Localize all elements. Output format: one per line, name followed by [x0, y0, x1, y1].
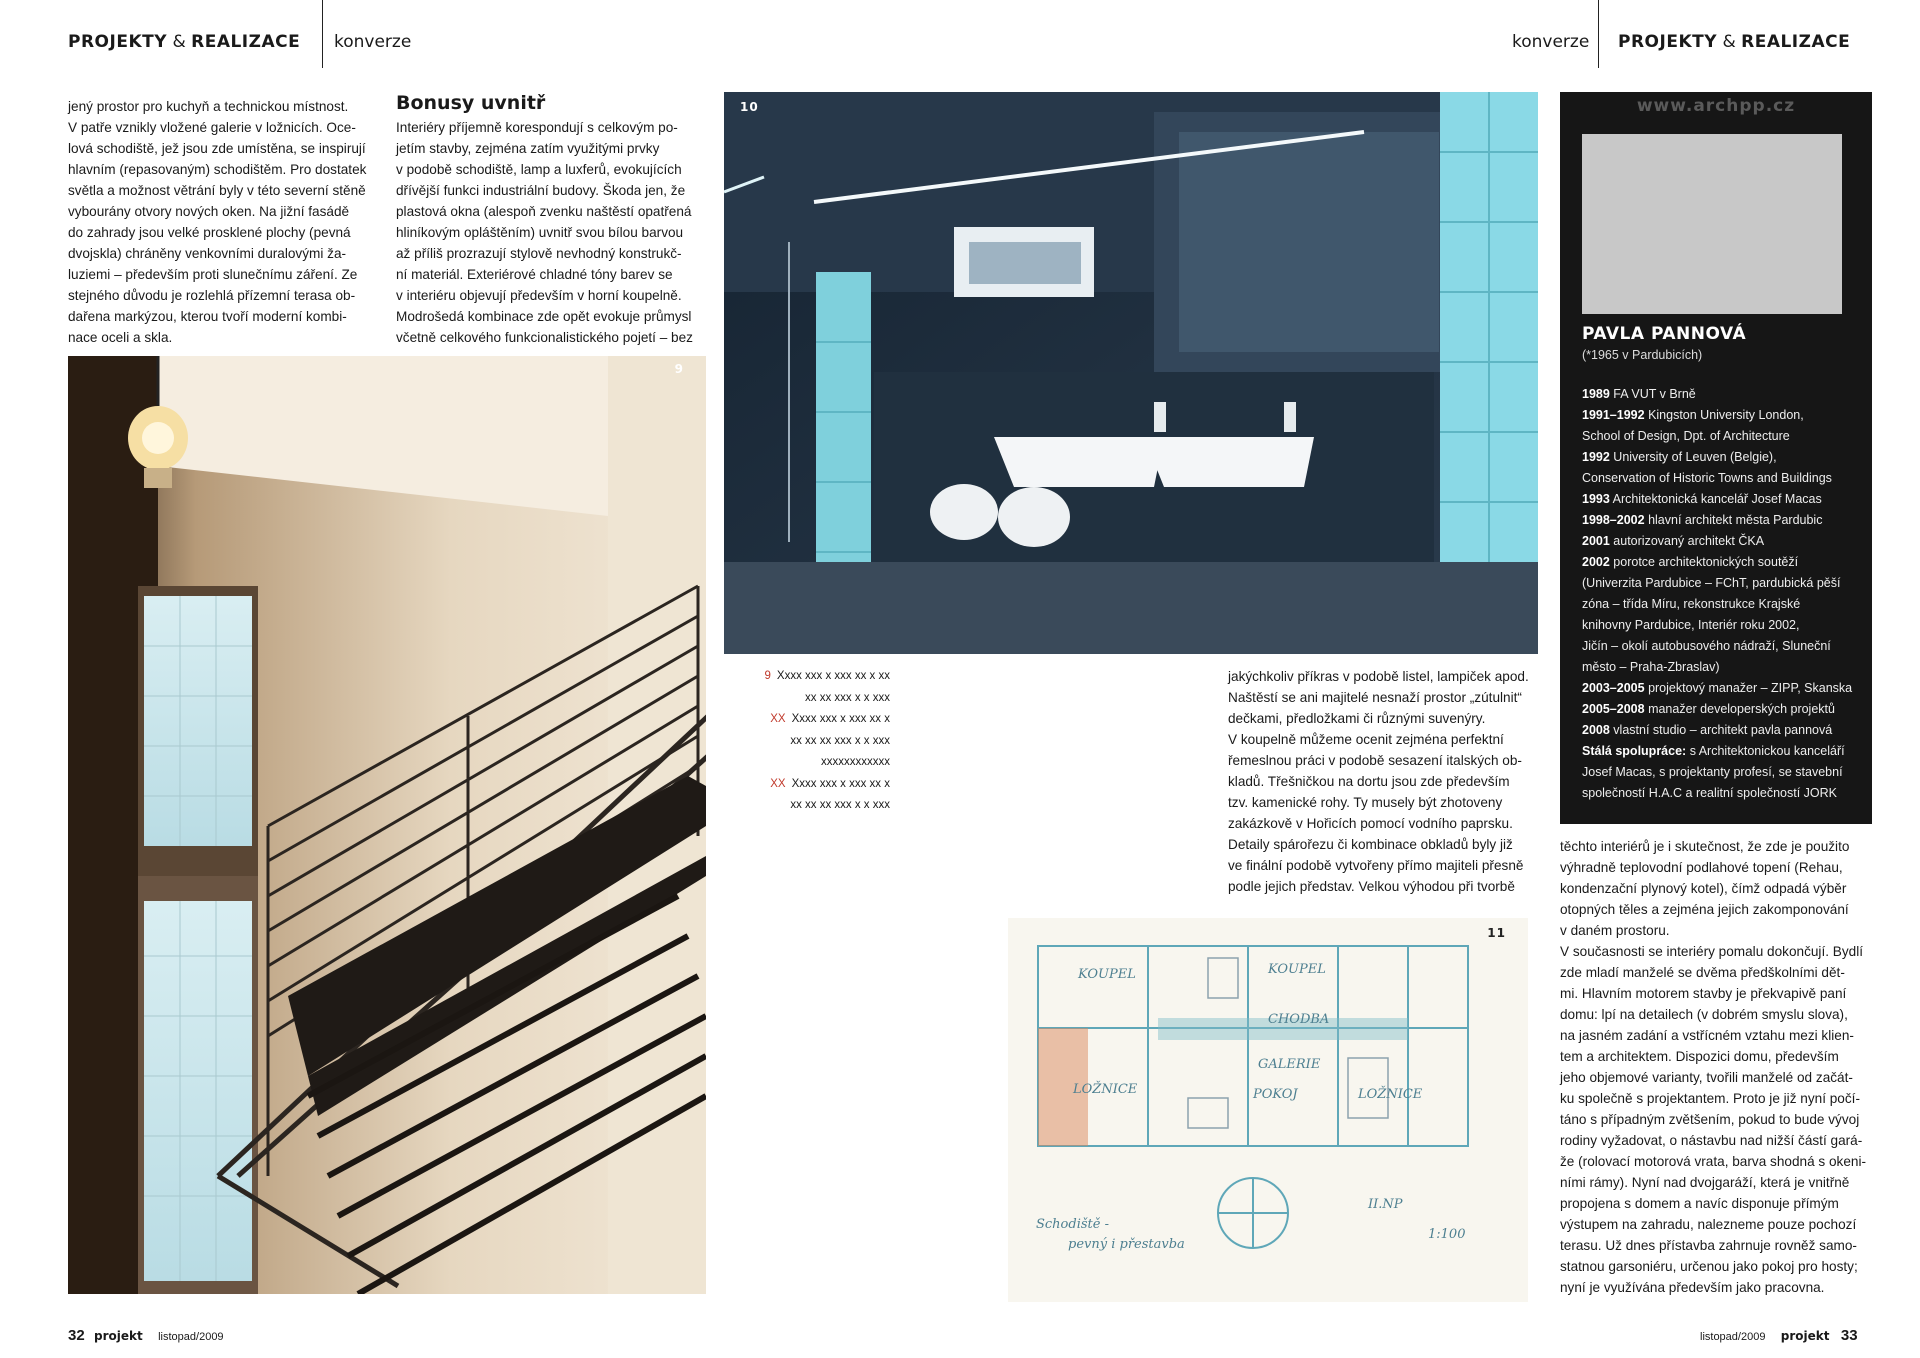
article-column-1 [68, 96, 378, 348]
article-column-4 [1228, 666, 1538, 897]
caption-number: 9 [764, 670, 771, 682]
text-line: Interiéry příjemně korespondují s celkovým po- [396, 120, 678, 135]
text-line: statnou garsoniéru, určenou jako pokoj pro hosty; [1560, 1259, 1858, 1274]
caption-line [740, 666, 890, 688]
career-year: 1991–1992 [1582, 408, 1645, 422]
career-year: 1992 [1582, 450, 1610, 464]
career-text: Kingston University London, [1648, 408, 1804, 422]
figure-number-9: 9 [674, 362, 684, 376]
career-entry [1582, 552, 1866, 573]
architect-name: PAVLA PANNOVÁ [1582, 324, 1747, 344]
career-list [1582, 384, 1866, 804]
career-entry [1582, 783, 1866, 804]
svg-text:pevný i přestavba: pevný i přestavba [1068, 1237, 1185, 1252]
career-text: hlavní architekt města Pardubic [1648, 513, 1823, 527]
text-line: dvojskla) chráněny venkovními duralovými ža- [68, 246, 347, 261]
career-text: (Univerzita Pardubice – FChT, pardubická pěší [1582, 576, 1841, 590]
career-entry [1582, 447, 1866, 468]
text-line: lová schodiště, jež jsou zde umístěna, se inspirují [68, 141, 366, 156]
caption-text: xx xx xxx x x xxx [805, 691, 890, 704]
article-column-5 [1560, 836, 1872, 1298]
career-text: zóna – třída Míru, rekonstrukce Krajské [1582, 597, 1801, 611]
svg-text:KOUPEL: KOUPEL [1078, 967, 1136, 982]
svg-text:GALERIE: GALERIE [1258, 1057, 1321, 1072]
footer-left [68, 1327, 224, 1344]
career-year: 1998–2002 [1582, 513, 1645, 527]
section-label-2: REALIZACE [191, 32, 301, 52]
career-entry [1582, 531, 1866, 552]
text-line: rodiny vyžadovat, o nástavbu nad nižší částí gará- [1560, 1133, 1863, 1148]
text-line: ku společně s projektantem. Proto je již nyní počí- [1560, 1091, 1860, 1106]
career-year: Stálá spolupráce: [1582, 744, 1687, 758]
text-line: tzv. kamenické rohy. Ty musely být zhotoveny [1228, 795, 1503, 810]
floor-plan-sketch [1008, 918, 1528, 1302]
article-column-2 [396, 117, 706, 348]
text-line: dřívější funkci industriální budovy. Škoda jen, že [396, 183, 686, 198]
career-entry [1582, 657, 1866, 678]
caption-text: xx xx xx xxx x x xxx [790, 734, 890, 747]
caption-line [740, 795, 890, 817]
text-line: ními rámy). Nyní nad dvojgaráží, která je vnitřně [1560, 1175, 1850, 1190]
text-line: v daném prostoru. [1560, 923, 1670, 938]
text-line: ní materiál. Exteriérové chladné tóny barev se [396, 267, 673, 282]
text-line: kondenzační plynový kotel), čímž odpadá výběr [1560, 881, 1847, 896]
magazine-brand: projekt [1780, 1329, 1830, 1343]
header-sub-right: konverze [1512, 32, 1590, 52]
figure-captions [740, 666, 890, 817]
architect-bio-box [1560, 92, 1872, 824]
career-text: porotce architektonických soutěží [1613, 555, 1799, 569]
section-label-2: REALIZACE [1741, 32, 1851, 52]
career-entry [1582, 762, 1866, 783]
caption-line [740, 731, 890, 753]
issue-date: listopad/2009 [158, 1331, 224, 1343]
text-line: táno s případným zvětšením, pokud to bude vývoj [1560, 1112, 1860, 1127]
text-line: řemeslnou práci v podobě sesazení italských ob- [1228, 753, 1522, 768]
caption-text: Xxxx xxx x xxx xx x xx [776, 670, 890, 682]
text-line: jakýchkoliv příkras v podobě listel, lampiček apod. [1228, 669, 1529, 684]
text-line: hliníkovým opláštěním) uvnitř svou bílou barvou [396, 225, 684, 240]
text-line: propojena s domem a navíc disponuje přímým [1560, 1196, 1839, 1211]
career-entry [1582, 741, 1866, 762]
text-line: jeho objemové varianty, tvořili manželé od začát- [1560, 1070, 1853, 1085]
magazine-brand: projekt [94, 1329, 143, 1343]
floor-plan-illustration [1008, 918, 1528, 1302]
birth-info: (*1965 v Pardubicích) [1582, 348, 1703, 362]
text-line: na jasném zadání a vstřícném vztahu mezi klien- [1560, 1028, 1854, 1043]
text-line: hlavním (repasovaným) schodištěm. Pro dostatek [68, 162, 367, 177]
career-entry [1582, 405, 1866, 426]
svg-text:1:100: 1:100 [1428, 1227, 1466, 1242]
career-entry [1582, 573, 1866, 594]
text-line: zakázkově v Hořicích pomocí vodního paprsku. [1228, 816, 1513, 831]
career-entry [1582, 468, 1866, 489]
text-line: jetím stavby, zejména zatím využitými prvky [396, 141, 660, 156]
svg-text:LOŽNICE: LOŽNICE [1358, 1087, 1423, 1102]
career-text: Conservation of Historic Towns and Buildings [1582, 471, 1832, 485]
text-line: světla a možnost větrání byly v této severní stěně [68, 183, 366, 198]
career-entry [1582, 426, 1866, 447]
caption-line [740, 709, 890, 731]
staircase-photo [68, 356, 706, 1294]
caption-line [740, 688, 890, 710]
header-divider-right [1598, 0, 1599, 68]
svg-text:LOŽNICE: LOŽNICE [1073, 1082, 1138, 1097]
text-line: podle jejich představ. Velkou výhodou při tvorbě [1228, 879, 1515, 894]
text-line: v podobě schodiště, lamp a luxferů, evokujících [396, 162, 682, 177]
career-text: Josef Macas, s projektanty profesí, se stavební [1582, 765, 1843, 779]
website-url: www.archpp.cz [1636, 96, 1796, 116]
svg-text:Schodiště -: Schodiště - [1036, 1217, 1109, 1232]
text-line: terasu. Už dnes přístavba zahrnuje rovněž samo- [1560, 1238, 1857, 1253]
caption-text: xx xx xx xxx x x xxx [790, 799, 890, 811]
career-entry [1582, 594, 1866, 615]
text-line: dařena markýzou, kterou tvoří moderní kombi- [68, 309, 347, 324]
text-line: ve finální podobě vytvořeny přímo majiteli přesně [1228, 858, 1524, 873]
text-line: do zahrady jsou velké prosklené plochy (pevná [68, 225, 351, 240]
text-line: vybourány otvory nových oken. Na jižní fasádě [68, 204, 350, 219]
bathroom-photo [724, 92, 1538, 654]
text-line: Modrošedá kombinace zde opět evokuje průmysl [396, 309, 692, 324]
text-line: Naštěstí se ani majitelé nesnaží prostor „zútulnit“ [1228, 690, 1522, 705]
caption-number: XX [770, 713, 786, 725]
text-line: V koupelně můžeme ocenit zejména perfektní [1228, 732, 1504, 747]
career-text: společností H.A.C a realitní společností JORK [1582, 786, 1837, 800]
career-year: 1989 [1582, 387, 1610, 401]
text-line: nace oceli a skla. [68, 330, 173, 345]
header-left [68, 32, 300, 52]
career-year: 2001 [1582, 534, 1610, 548]
caption-text: xxxxxxxxxxxx [821, 756, 890, 768]
svg-text:KOUPEL: KOUPEL [1268, 962, 1326, 977]
text-line: že (rolovací motorová vrata, barva shodná s okeni- [1560, 1154, 1867, 1169]
career-text: University of Leuven (Belgie), [1613, 450, 1777, 464]
career-entry [1582, 720, 1866, 741]
career-text: autorizovaný architekt ČKA [1613, 534, 1765, 548]
svg-text:POKOJ: POKOJ [1253, 1087, 1298, 1102]
text-line: V současnosti se interiéry pomalu dokončují. Bydlí [1560, 944, 1863, 959]
text-line: plastová okna (alespoň zvenku naštěstí opatřená [396, 204, 692, 219]
text-line: Detaily spárořezu či kombinace obkladů byly již [1228, 837, 1513, 852]
ampersand: & [1722, 32, 1736, 52]
header-sub-left: konverze [334, 32, 412, 52]
header-right [1618, 32, 1850, 52]
section-label: PROJEKTY [1618, 32, 1718, 52]
staircase-illustration [68, 356, 706, 1294]
career-text: manažer developerských projektů [1648, 702, 1835, 716]
text-line: luziemi – především proti slunečnímu záření. Ze [68, 267, 358, 282]
career-entry [1582, 678, 1866, 699]
footer-right [1700, 1327, 1858, 1344]
career-text: Jičín – okolí autobusového nádraží, Sluneční [1582, 639, 1831, 653]
caption-text: Xxxx xxx x xxx xx x [791, 713, 890, 725]
text-line: kladů. Třešničkou na dortu jsou zde především [1228, 774, 1510, 789]
text-line: dečkami, předložkami či různými suvenýry. [1228, 711, 1486, 726]
figure-number-11: 11 [1487, 926, 1506, 940]
career-text: knihovny Pardubice, Interiér roku 2002, [1582, 618, 1800, 632]
svg-text:CHODBA: CHODBA [1268, 1012, 1330, 1027]
svg-text:II.NP: II.NP [1368, 1197, 1403, 1212]
section-heading: Bonusy uvnitř [396, 92, 546, 114]
text-line: mi. Hlavním motorem stavby je překvapivě paní [1560, 986, 1847, 1001]
page-number: 33 [1840, 1327, 1858, 1344]
text-line: až příliš prozrazují stylově nevhodný konstrukč- [396, 246, 682, 261]
text-line: výstupem na zahradu, nalezneme pouze pochozí [1560, 1217, 1857, 1232]
caption-number: XX [770, 777, 786, 790]
ampersand: & [172, 32, 186, 52]
text-line: těchto interiérů je i skutečnost, že zde je použito [1560, 839, 1850, 854]
career-year: 1993 [1582, 492, 1610, 506]
career-text: město – Praha-Zbraslav) [1582, 660, 1720, 674]
text-line: tem a architektem. Dispozici domu, především [1560, 1049, 1839, 1064]
caption-line [740, 774, 890, 796]
career-text: s Architektonickou kanceláří [1689, 744, 1845, 758]
career-entry [1582, 489, 1866, 510]
career-entry [1582, 510, 1866, 531]
career-text: vlastní studio – architekt pavla pannová [1613, 723, 1833, 737]
career-text: School of Design, Dpt. of Architecture [1582, 429, 1790, 443]
text-line: stejného důvodu je rozlehlá přízemní terasa ob- [68, 288, 356, 303]
text-line: zde mladí manželé se dvěma předškolními dět- [1560, 965, 1845, 980]
career-entry [1582, 636, 1866, 657]
text-line: včetně celkového funkcionalistického pojetí – bez [396, 330, 693, 345]
portrait-photo [1582, 134, 1842, 314]
career-year: 2008 [1582, 723, 1610, 737]
career-text: Architektonická kancelář Josef Macas [1612, 492, 1822, 506]
career-text: FA VUT v Brně [1613, 387, 1696, 401]
text-line: otopných těles a zejména jejich zakomponování [1560, 902, 1849, 917]
page-number: 32 [68, 1327, 85, 1344]
bathroom-illustration [724, 92, 1538, 654]
career-entry [1582, 384, 1866, 405]
text-line: v interiéru objevují především v horní koupelně. [396, 288, 682, 303]
text-line: V patře vznikly vložené galerie v ložnicích. Oce- [68, 120, 356, 135]
figure-number-10: 10 [740, 100, 759, 114]
issue-date: listopad/2009 [1700, 1331, 1766, 1343]
header-divider-left [322, 0, 323, 68]
section-label: PROJEKTY [68, 32, 168, 52]
text-line: nyní je využívána především jako pracovna. [1560, 1280, 1825, 1295]
career-entry [1582, 615, 1866, 636]
career-entry [1582, 699, 1866, 720]
caption-line [740, 752, 890, 774]
text-line: jený prostor pro kuchyň a technickou místnost. [68, 99, 349, 114]
caption-text: Xxxx xxx x xxx xx x [791, 777, 890, 790]
text-line: domu: lpí na detailech (v dobrém smyslu slova), [1560, 1007, 1848, 1022]
career-year: 2005–2008 [1582, 702, 1645, 716]
career-year: 2002 [1582, 555, 1610, 569]
career-year: 2003–2005 [1582, 681, 1645, 695]
text-line: výhradně teplovodní podlahové topení (Rehau, [1560, 860, 1843, 875]
career-text: projektový manažer – ZIPP, Skanska [1648, 681, 1853, 695]
